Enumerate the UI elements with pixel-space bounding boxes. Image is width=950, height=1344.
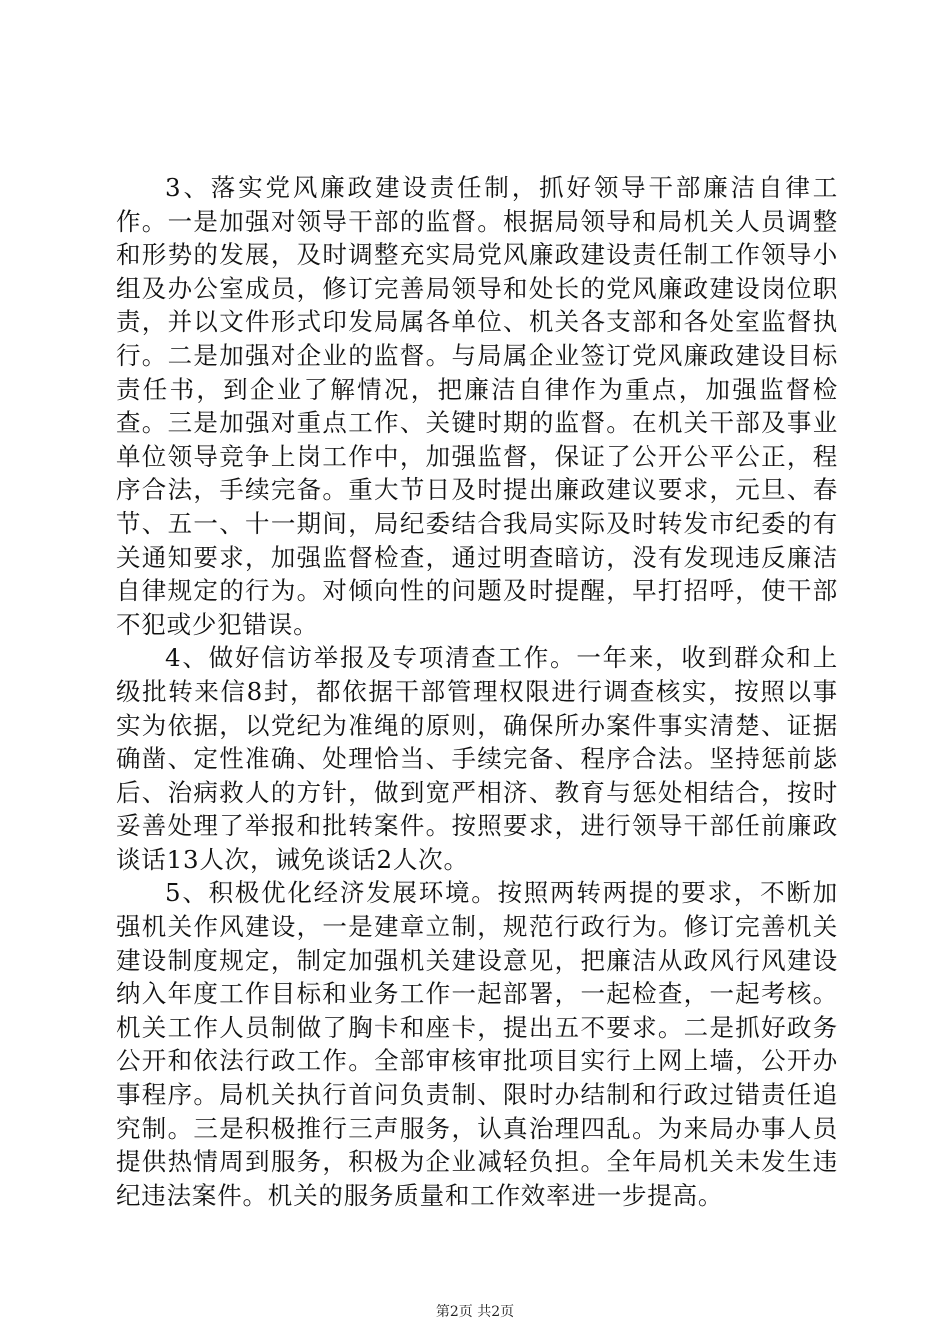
page-footer [0,1302,950,1322]
paragraph-item-3: 3、落实党风廉政建设责任制，抓好领导干部廉洁自律工作。一是加强对领导干部的监督。根据局领导和局机关人员调整和形势的发展，及时调整充实局党风廉政建设责任制工作领导小组及办公室成员，修订完善局领导和处长的党风廉政建设岗位职责，并以文件形式印发局属各单位、机关各支部和各处室监督执行。二是加强对企业的监督。与局属企业签订党风廉政建设目标责任书，到企业了解情况，把廉洁自律作为重点，加强监督检查。三是加强对重点工作、关键时期的监督。在机关干部及事业单位领导竞争上岗工作中，加强监督，保证了公开公平公正，程序合法，手续完备。重大节日及时提出廉政建议要求，元旦、春节、五一、十一期间，局纪委结合我局实际及时转发市纪委的有关通知要求，加强监督检查，通过明查暗访，没有发现违反廉洁自律规定的行为。对倾向性的问题及时提醒，早打招呼，使干部不犯或少犯错误。 [116,173,838,639]
paragraph-item-5: 5、积极优化经济发展环境。按照两转两提的要求，不断加强机关作风建设，一是建章立制，规范行政行为。修订完善机关建设制度规定，制定加强机关建设意见，把廉洁从政风行风建设纳入年度工作目标和业务工作一起部署，一起检查，一起考核。机关工作人员制做了胸卡和座卡，提出五不要求。二是抓好政务公开和依法行政工作。全部审核审批项目实行上网上墙，公开办事程序。局机关执行首问负责制、限时办结制和行政过错责任追究制。三是积极推行三声服务，认真治理四乱。为来局办事人员提供热情周到服务，积极为企业减轻负担。全年局机关未发生违纪违法案件。机关的服务质量和工作效率进一步提高。 [116,878,838,1210]
document-body [116,171,838,1212]
paragraph-item-4: 4、做好信访举报及专项清查工作。一年来，收到群众和上级批转来信8封，都依据干部管理权限进行调查核实，按照以事实为依据，以党纪为准绳的原则，确保所办案件事实清楚、证据确凿、定性准确、处理恰当、手续完备、程序合法。坚持惩前毖后、治病救人的方针，做到宽严相济、教育与惩处相结合，按时妥善处理了举报和批转案件。按照要求，进行领导干部任前廉政谈话13人次，诫免谈话2人次。 [116,643,838,874]
page-number-label: 第2页 共2页 [435,1304,515,1320]
